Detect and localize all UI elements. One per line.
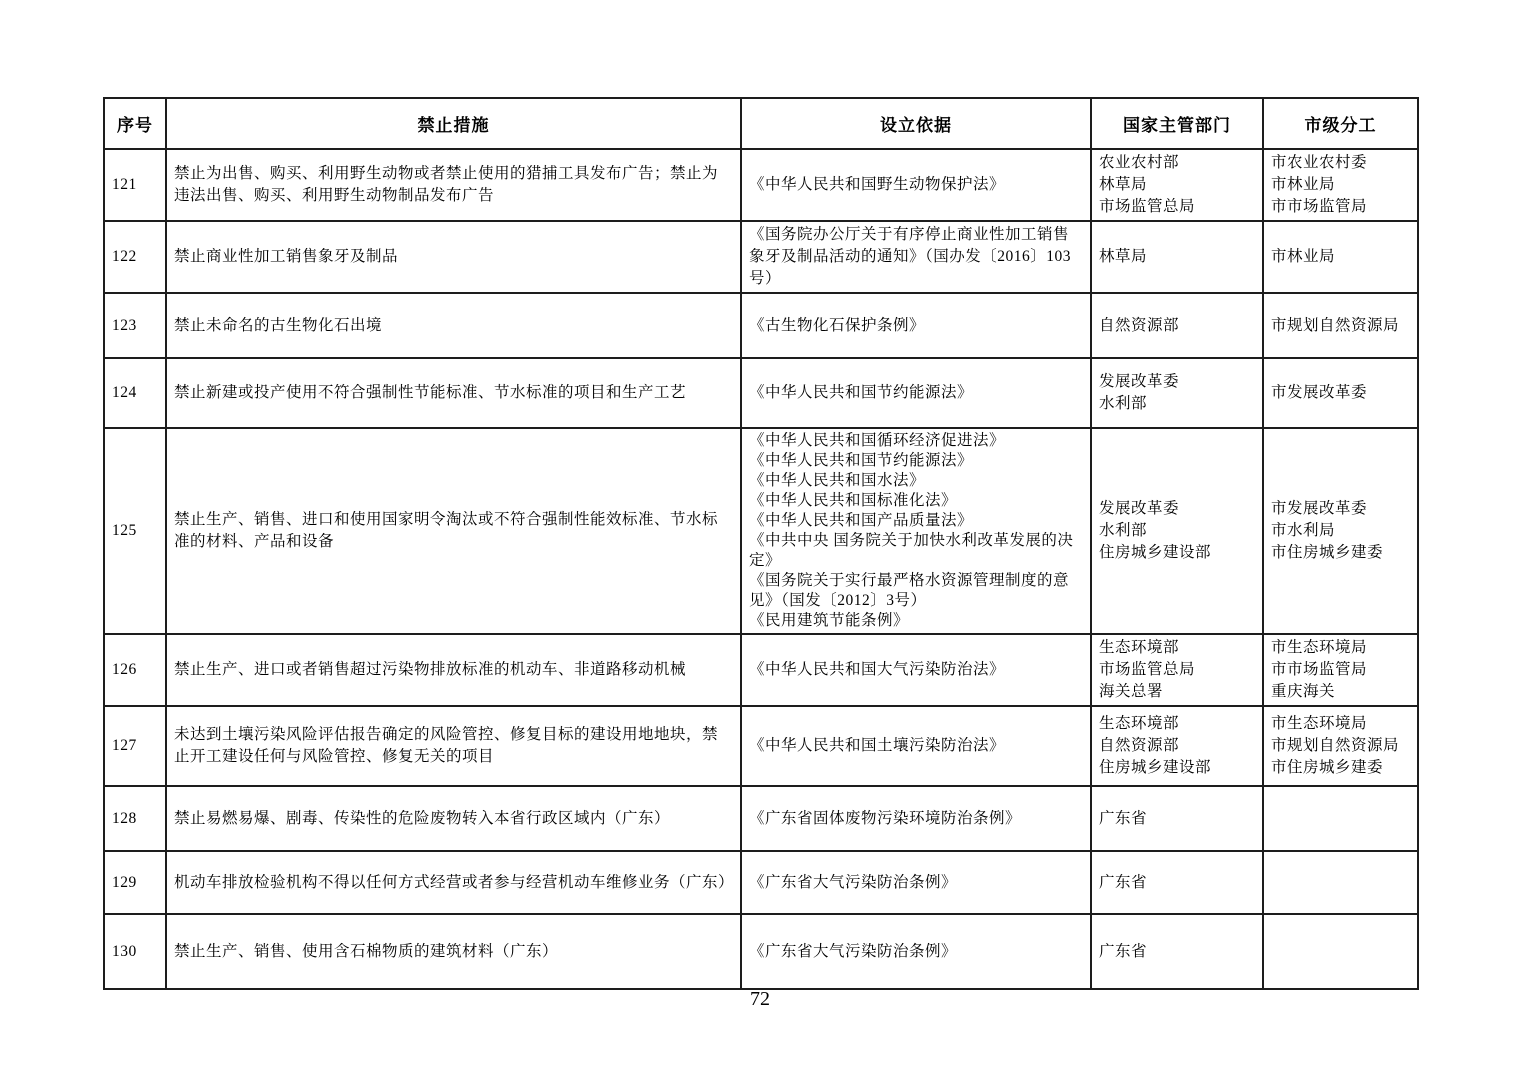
row-number-cell: 128 [104, 786, 166, 851]
measure-cell: 机动车排放检验机构不得以任何方式经营或者参与经营机动车维修业务（广东） [166, 851, 741, 914]
row-number-cell: 123 [104, 293, 166, 358]
column-header-municipal-division: 市级分工 [1263, 98, 1418, 149]
page-number: 72 [750, 988, 770, 1010]
national-dept-cell: 广东省 [1091, 786, 1263, 851]
basis-cell: 《古生物化石保护条例》 [741, 293, 1091, 358]
row-number-cell: 130 [104, 914, 166, 989]
basis-cell: 《国务院办公厅关于有序停止商业性加工销售象牙及制品活动的通知》（国办发〔2016〕103号） [741, 221, 1091, 293]
table-row [104, 221, 1418, 293]
national-dept-cell: 自然资源部 [1091, 293, 1263, 358]
measure-cell: 禁止商业性加工销售象牙及制品 [166, 221, 741, 293]
national-dept-cell: 广东省 [1091, 914, 1263, 989]
table-row [104, 634, 1418, 706]
measure-cell: 禁止新建或投产使用不符合强制性节能标准、节水标准的项目和生产工艺 [166, 358, 741, 428]
municipal-division-cell: 市农业农村委 市林业局 市市场监管局 [1263, 149, 1418, 221]
row-number-cell: 124 [104, 358, 166, 428]
row-number-cell: 127 [104, 706, 166, 786]
basis-cell: 《中华人民共和国大气污染防治法》 [741, 634, 1091, 706]
municipal-division-cell: 市发展改革委 [1263, 358, 1418, 428]
national-dept-cell: 广东省 [1091, 851, 1263, 914]
municipal-division-cell: 市生态环境局 市规划自然资源局 市住房城乡建委 [1263, 706, 1418, 786]
municipal-division-cell [1263, 851, 1418, 914]
table-row [104, 851, 1418, 914]
national-dept-cell: 发展改革委 水利部 住房城乡建设部 [1091, 428, 1263, 634]
measure-cell: 禁止为出售、购买、利用野生动物或者禁止使用的猎捕工具发布广告；禁止为违法出售、购买、利用野生动物制品发布广告 [166, 149, 741, 221]
row-number-cell: 125 [104, 428, 166, 634]
basis-cell: 《中华人民共和国野生动物保护法》 [741, 149, 1091, 221]
table-row [104, 706, 1418, 786]
measure-cell: 未达到土壤污染风险评估报告确定的风险管控、修复目标的建设用地地块，禁止开工建设任何与风险管控、修复无关的项目 [166, 706, 741, 786]
measure-cell: 禁止生产、销售、使用含石棉物质的建筑材料（广东） [166, 914, 741, 989]
basis-cell: 《中华人民共和国循环经济促进法》 《中华人民共和国节约能源法》 《中华人民共和国水法》 《中华人民共和国标准化法》 《中华人民共和国产品质量法》 《中共中央 国务院关于加快水利改革发展的决定》 《国务院关于实行最严格水资源管理制度的意见》（国发〔2012〕3号） 《民用建筑节能条例》 [741, 428, 1091, 634]
basis-cell: 《中华人民共和国节约能源法》 [741, 358, 1091, 428]
row-number-cell: 122 [104, 221, 166, 293]
basis-cell: 《广东省大气污染防治条例》 [741, 914, 1091, 989]
measure-cell: 禁止未命名的古生物化石出境 [166, 293, 741, 358]
row-number-cell: 129 [104, 851, 166, 914]
column-header-national-dept: 国家主管部门 [1091, 98, 1263, 149]
measure-cell: 禁止生产、进口或者销售超过污染物排放标准的机动车、非道路移动机械 [166, 634, 741, 706]
municipal-division-cell: 市发展改革委 市水利局 市住房城乡建委 [1263, 428, 1418, 634]
national-dept-cell: 生态环境部 自然资源部 住房城乡建设部 [1091, 706, 1263, 786]
municipal-division-cell [1263, 914, 1418, 989]
municipal-division-cell [1263, 786, 1418, 851]
table-row [104, 786, 1418, 851]
table-header-row [104, 98, 1418, 149]
column-header-serial: 序号 [104, 98, 166, 149]
column-header-measure: 禁止措施 [166, 98, 741, 149]
national-dept-cell: 发展改革委 水利部 [1091, 358, 1263, 428]
municipal-division-cell: 市林业局 [1263, 221, 1418, 293]
table-body [104, 149, 1418, 989]
prohibition-measures-table [103, 97, 1419, 990]
measure-cell: 禁止生产、销售、进口和使用国家明令淘汰或不符合强制性能效标准、节水标准的材料、产品和设备 [166, 428, 741, 634]
row-number-cell: 121 [104, 149, 166, 221]
table-row [104, 914, 1418, 989]
measure-cell: 禁止易燃易爆、剧毒、传染性的危险废物转入本省行政区域内（广东） [166, 786, 741, 851]
table-row [104, 428, 1418, 634]
column-header-basis: 设立依据 [741, 98, 1091, 149]
table-row [104, 293, 1418, 358]
municipal-division-cell: 市生态环境局 市市场监管局 重庆海关 [1263, 634, 1418, 706]
national-dept-cell: 农业农村部 林草局 市场监管总局 [1091, 149, 1263, 221]
national-dept-cell: 生态环境部 市场监管总局 海关总署 [1091, 634, 1263, 706]
municipal-division-cell: 市规划自然资源局 [1263, 293, 1418, 358]
basis-cell: 《广东省大气污染防治条例》 [741, 851, 1091, 914]
table-row [104, 358, 1418, 428]
national-dept-cell: 林草局 [1091, 221, 1263, 293]
basis-cell: 《中华人民共和国土壤污染防治法》 [741, 706, 1091, 786]
table-row [104, 149, 1418, 221]
row-number-cell: 126 [104, 634, 166, 706]
basis-cell: 《广东省固体废物污染环境防治条例》 [741, 786, 1091, 851]
